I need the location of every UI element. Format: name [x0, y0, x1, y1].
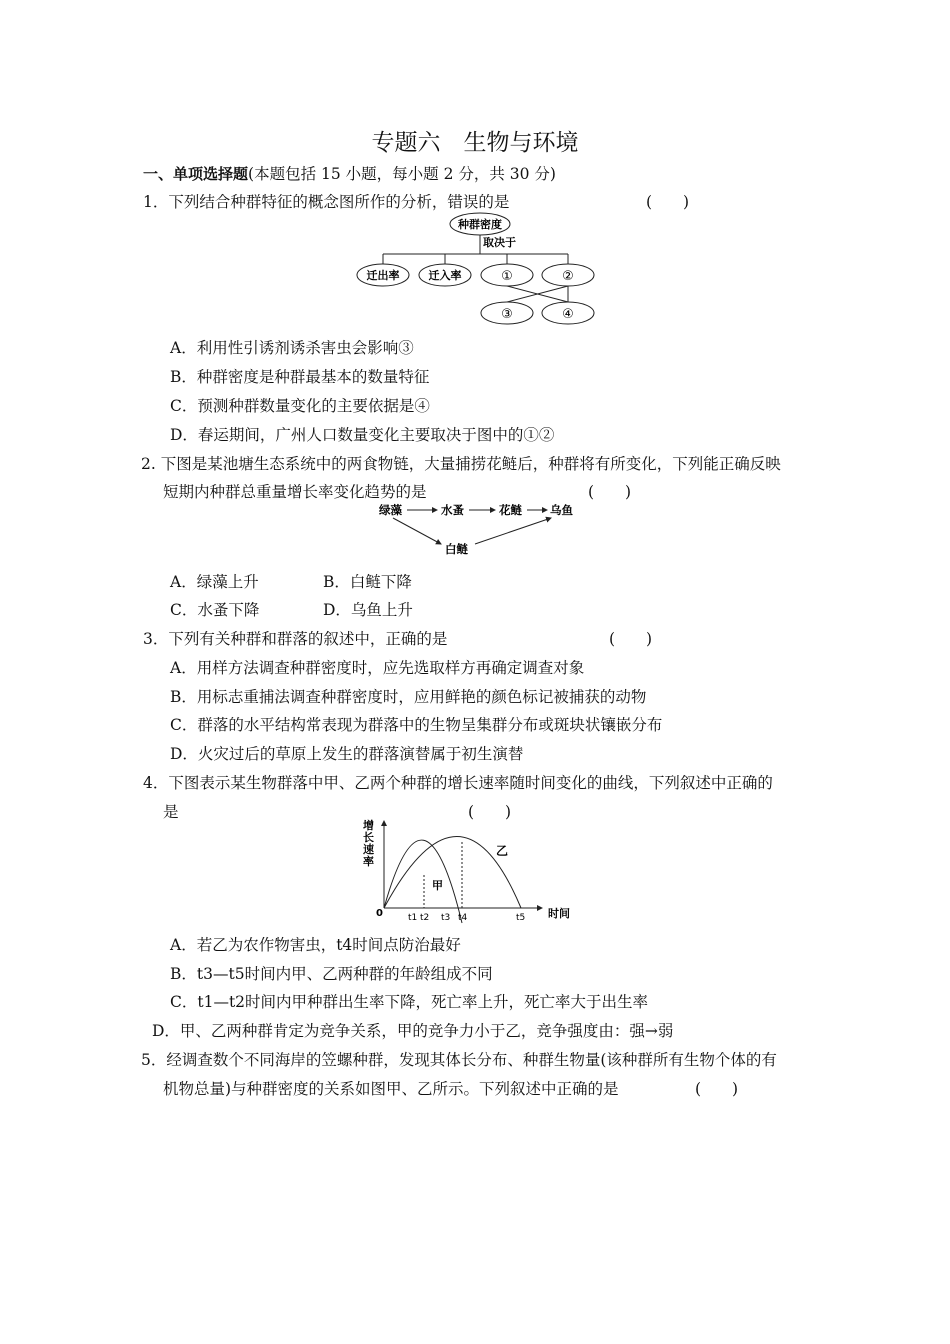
origin-label: 0: [376, 908, 383, 919]
question-4-option-d[interactable]: D．甲、乙两种群肯定为竞争关系，甲的竞争力小于乙，竞争强度由：强→弱: [152, 1022, 674, 1040]
question-2-stem-cont: 短期内种群总重量增长率变化趋势的是: [163, 483, 427, 501]
question-4-option-a[interactable]: A．若乙为农作物害虫，t4时间点防治最好: [170, 936, 461, 954]
immigration-label: 迁入率: [428, 269, 462, 282]
silver-carp-label: 白鲢: [445, 542, 468, 556]
question-2-answer-paren[interactable]: ( ): [588, 483, 632, 501]
density-label: 种群密度: [458, 218, 502, 231]
question-2-option-b[interactable]: B．白鲢下降: [323, 573, 412, 591]
section-heading: [143, 162, 556, 184]
tick-t5: t5: [516, 913, 526, 923]
x-axis-label: 时间: [548, 907, 570, 920]
page-title: 专题六 生物与环境: [371, 130, 579, 156]
question-4-answer-paren[interactable]: ( ): [468, 803, 512, 821]
green-algae-label: 绿藻: [379, 503, 402, 517]
y-axis-label: 增: [363, 819, 374, 832]
food-chain-diagram: [375, 498, 585, 560]
series-yi-label: 乙: [496, 844, 509, 858]
question-4-stem: 4．下图表示某生物群落中甲、乙两个种群的增长速率随时间变化的曲线，下列叙述中正确的: [143, 774, 773, 792]
question-2-option-d[interactable]: D．乌鱼上升: [323, 601, 413, 619]
question-1-option-b[interactable]: B．种群密度是种群最基本的数量特征: [170, 368, 430, 386]
emigration-label: 迁出率: [366, 269, 400, 282]
question-1-option-a[interactable]: A．利用性引诱剂诱杀害虫会影响③: [170, 339, 414, 357]
question-1-option-c[interactable]: C．预测种群数量变化的主要依据是④: [170, 397, 430, 415]
question-1-option-d[interactable]: D．春运期间，广州人口数量变化主要取决于图中的①②: [170, 426, 555, 444]
question-4-option-b[interactable]: B．t3—t5时间内甲、乙两种群的年龄组成不同: [170, 965, 493, 983]
question-1-answer-paren[interactable]: ( ): [646, 193, 690, 211]
decides-label: 取决于: [483, 236, 516, 249]
node-4-label: ④: [562, 307, 574, 322]
node-1-label: ①: [501, 269, 513, 284]
question-4-option-c[interactable]: C．t1—t2时间内甲种群出生率下降，死亡率上升，死亡率大于出生率: [170, 993, 649, 1011]
tick-t3: t3: [441, 913, 451, 923]
question-5-stem: 5．经调查数个不同海岸的笠螺种群，发现其体长分布、种群生物量(该种群所有生物个体的有: [141, 1051, 777, 1069]
daphnia-label: 水蚤: [441, 503, 464, 517]
tick-t2: t2: [420, 913, 430, 923]
question-4-stem-cont: 是: [163, 803, 179, 821]
y-axis-label: 率: [363, 855, 374, 868]
question-2-option-c[interactable]: C．水蚤下降: [170, 601, 260, 619]
arrow: [393, 518, 441, 544]
question-3-option-a[interactable]: A．用样方法调查种群密度时，应先选取样方再确定调查对象: [170, 659, 585, 677]
snakehead-label: 乌鱼: [550, 503, 573, 517]
tick-t4: t4: [458, 913, 468, 923]
section-note: (本题包括 15 小题，每小题 2 分，共 30 分): [248, 165, 556, 183]
question-5-answer-paren[interactable]: ( ): [695, 1080, 739, 1098]
y-axis-label: 速: [363, 843, 374, 856]
question-2-stem: 2. 下图是某池塘生态系统中的两食物链，大量捕捞花鲢后，种群将有所变化，下列能正确反映: [141, 455, 781, 473]
question-3-option-c[interactable]: C．群落的水平结构常表现为群落中的生物呈集群分布或斑块状镶嵌分布: [170, 716, 663, 734]
question-3-answer-paren[interactable]: ( ): [609, 630, 653, 648]
question-1-stem: 1．下列结合种群特征的概念图所作的分析，错误的是: [143, 193, 510, 211]
question-3-option-d[interactable]: D．火灾过后的草原上发生的群落演替属于初生演替: [170, 745, 524, 763]
node-2-label: ②: [562, 269, 574, 284]
question-3-stem: 3．下列有关种群和群落的叙述中，正确的是: [143, 630, 448, 648]
question-2-option-a[interactable]: A．绿藻上升: [170, 573, 259, 591]
node-3-label: ③: [501, 307, 513, 322]
tick-t1: t1: [408, 913, 418, 923]
section-heading-label: 一、单项选择题: [143, 165, 249, 183]
series-jia-label: 甲: [432, 879, 443, 892]
bighead-carp-label: 花鲢: [499, 503, 522, 517]
question-3-option-b[interactable]: B．用标志重捕法调查种群密度时，应用鲜艳的颜色标记被捕获的动物: [170, 688, 647, 706]
population-concept-diagram: [350, 210, 600, 330]
growth-rate-chart: [360, 815, 580, 925]
arrow: [475, 518, 551, 544]
y-axis-label: 长: [363, 831, 374, 844]
question-5-stem-cont: 机物总量)与种群密度的关系如图甲、乙所示。下列叙述中正确的是: [163, 1080, 619, 1098]
